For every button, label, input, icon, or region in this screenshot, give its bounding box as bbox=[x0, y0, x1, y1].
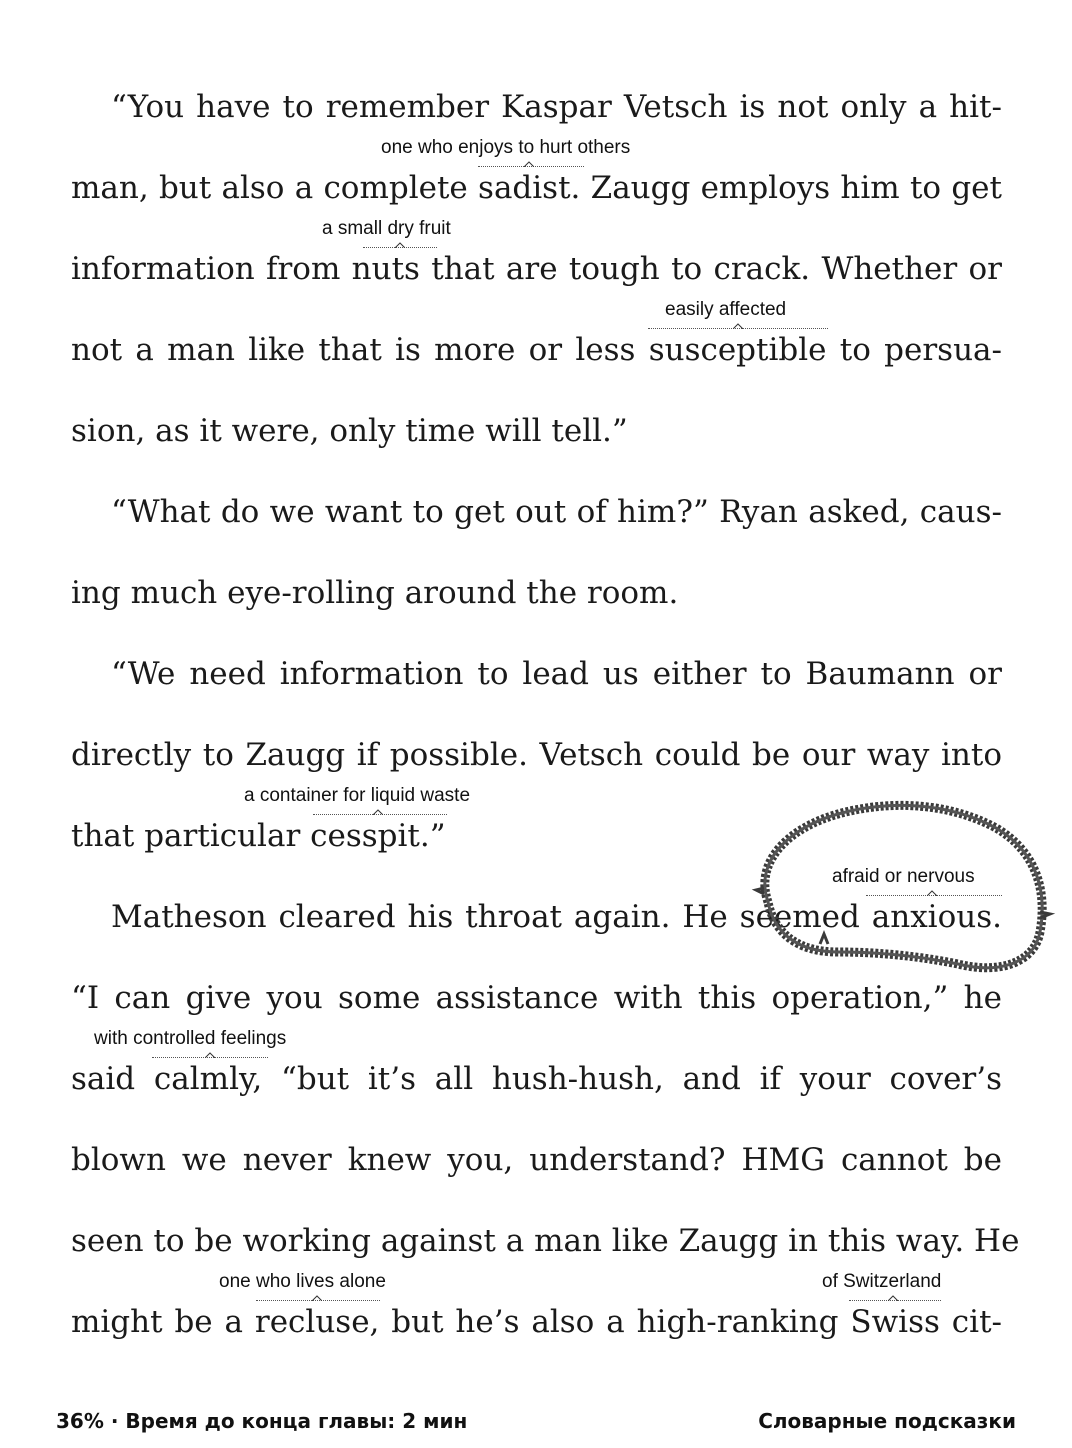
hint-caret-icon bbox=[733, 323, 743, 329]
text-line: blown we never knew you, understand? HMG cannot be bbox=[71, 1142, 1002, 1178]
reading-progress[interactable]: 36% · Время до конца главы: 2 мин bbox=[56, 1409, 468, 1433]
word-hint[interactable]: a small dry fruit bbox=[322, 218, 451, 239]
text-line: might be a recluse, but he’s also a high-ranking Swiss cit- bbox=[71, 1304, 1002, 1340]
hint-caret-icon bbox=[205, 1052, 215, 1058]
text-line: “What do we want to get out of him?” Ryan asked, caus- bbox=[111, 494, 1002, 530]
text-line: Matheson cleared his throat again. He seemed anxious. bbox=[111, 899, 1002, 935]
hint-caret-icon bbox=[373, 809, 383, 815]
hint-caret-icon bbox=[888, 1295, 898, 1301]
text-line: seen to be working against a man like Zaugg in this way. He bbox=[71, 1223, 1020, 1259]
word-hint[interactable]: a container for liquid waste bbox=[244, 785, 471, 806]
text-line: not a man like that is more or less susceptible to persua- bbox=[71, 332, 1002, 368]
word-hint[interactable]: one who enjoys to hurt others bbox=[381, 137, 631, 158]
text-line: man, but also a complete sadist. Zaugg employs him to get bbox=[71, 170, 1002, 206]
scribble-annotation-icon bbox=[748, 792, 1058, 982]
word-hint[interactable]: of Switzerland bbox=[822, 1271, 942, 1292]
text-line: that particular cesspit.” bbox=[71, 818, 446, 854]
text-line: “We need information to lead us either to Baumann or bbox=[111, 656, 1002, 692]
text-line: directly to Zaugg if possible. Vetsch could be our way into bbox=[71, 737, 1002, 773]
text-line: ing much eye-rolling around the room. bbox=[71, 575, 679, 611]
hint-caret-icon bbox=[524, 161, 534, 167]
word-hint[interactable]: easily affected bbox=[665, 299, 787, 320]
text-line: information from nuts that are tough to crack. Whether or bbox=[71, 251, 1002, 287]
word-wise-button[interactable]: Словарные подсказки bbox=[758, 1409, 1016, 1433]
word-hint[interactable]: afraid or nervous bbox=[832, 866, 975, 887]
text-line: said calmly, “but it’s all hush-hush, and if your cover’s bbox=[71, 1061, 1002, 1097]
word-hint[interactable]: one who lives alone bbox=[219, 1271, 386, 1292]
hint-caret-icon bbox=[395, 242, 405, 248]
word-hint[interactable]: with controlled feelings bbox=[94, 1028, 287, 1049]
text-line: “You have to remember Kaspar Vetsch is not only a hit- bbox=[111, 89, 1002, 125]
text-line: sion, as it were, only time will tell.” bbox=[71, 413, 628, 449]
hint-caret-icon bbox=[312, 1295, 322, 1301]
text-line: “I can give you some assistance with this operation,” he bbox=[71, 980, 1002, 1016]
